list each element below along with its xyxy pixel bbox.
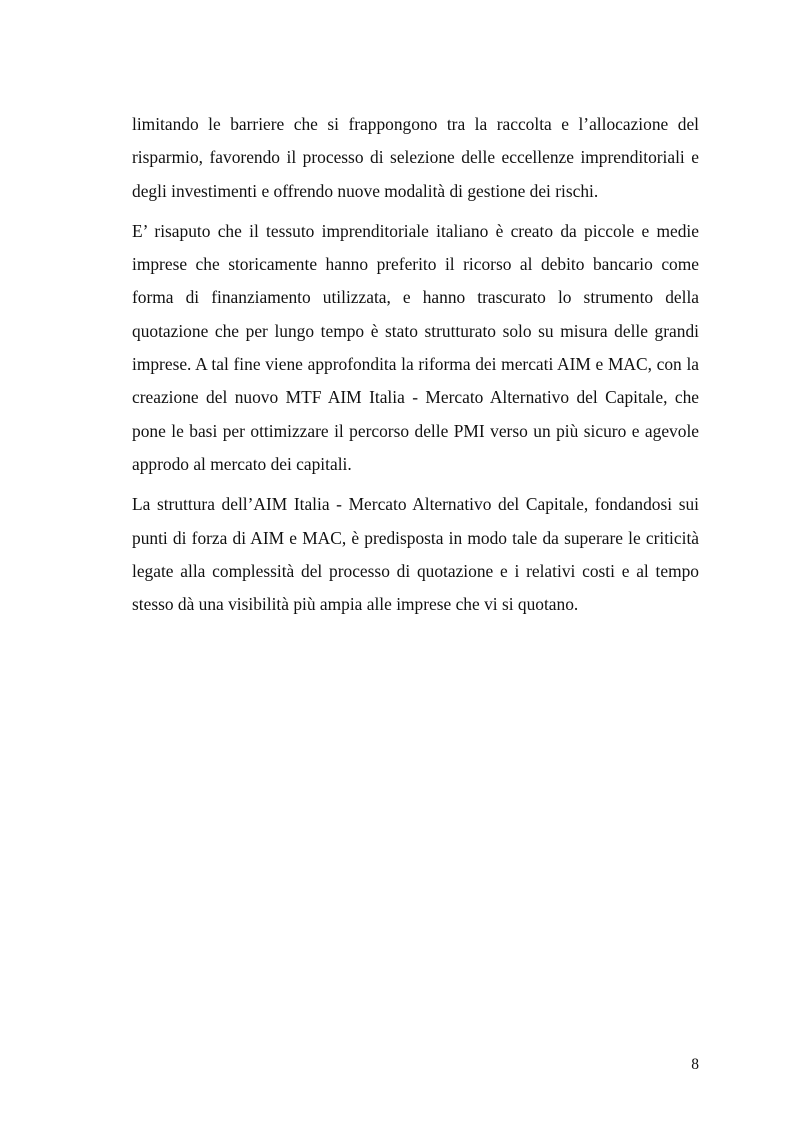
page-body bbox=[132, 108, 699, 621]
page-number: 8 bbox=[691, 1056, 699, 1073]
paragraph-2: E’ risaputo che il tessuto imprenditoriale italiano è creato da piccole e medie imprese che storicamente hanno preferito il ricorso al debito bancario come forma di finanziamento utilizzata, e hanno trascurato lo strumento della quotazione che per lungo tempo è stato strutturato solo su misura delle grandi imprese. A tal fine viene approfondita la riforma dei mercati AIM e MAC, con la creazione del nuovo MTF AIM Italia - Mercato Alternativo del Capitale, che pone le basi per ottimizzare il percorso delle PMI verso un più sicuro e agevole approdo al mercato dei capitali. bbox=[132, 220, 699, 474]
paragraph-3: La struttura dell’AIM Italia - Mercato Alternativo del Capitale, fondandosi sui punti di forza di AIM e MAC, è predisposta in modo tale da superare le criticità legate alla complessità del processo di quotazione e i relativi costi e al tempo stesso dà una visibilità più ampia alle imprese che vi si quotano. bbox=[132, 494, 699, 615]
paragraph-1: limitando le barriere che si frappongono tra la raccolta e l’allocazione del risparmio, favorendo il processo di selezione delle eccellenze imprenditoriali e degli investimenti e offrendo nuove modalità di gestione dei rischi. bbox=[132, 114, 699, 201]
